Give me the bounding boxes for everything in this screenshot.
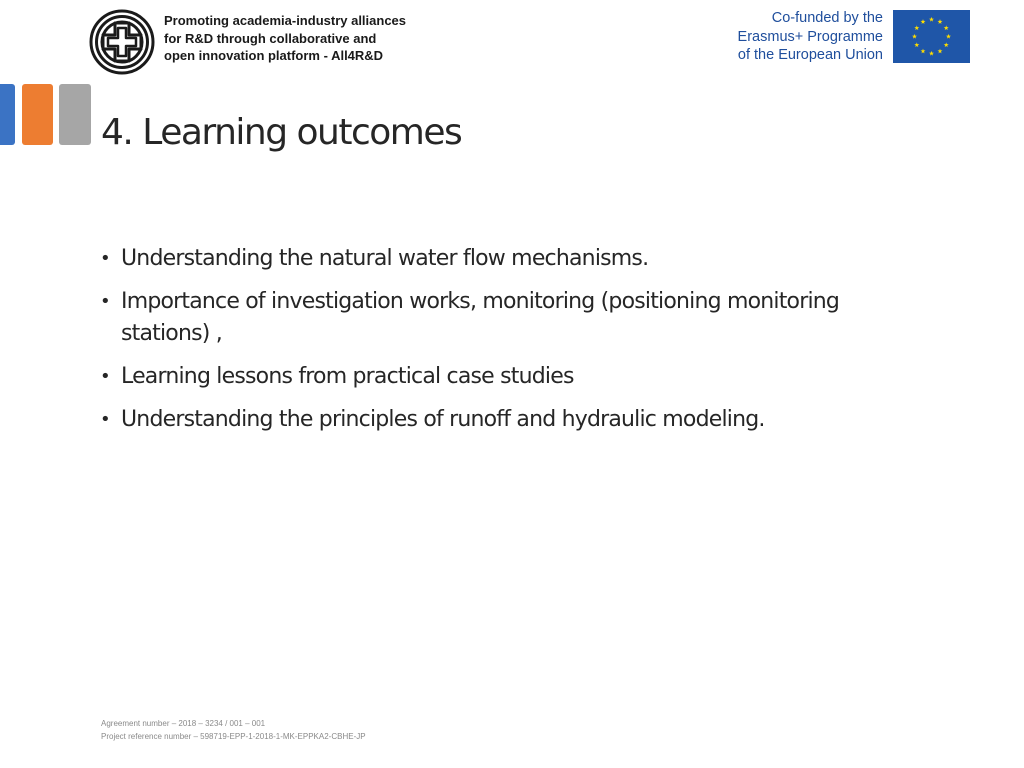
bullet-text: Learning lessons from practical case studies xyxy=(121,364,574,389)
project-line-2: for R&D through collaborative and xyxy=(164,30,377,46)
bullet-dot-icon: • xyxy=(100,248,110,269)
bullet-item xyxy=(100,286,900,350)
project-reference-number: Project reference number – 598719-EPP-1-2018-1-MK-EPPKA2-CBHE-JP xyxy=(101,732,366,741)
decorative-bar-orange xyxy=(22,84,53,145)
bullet-dot-icon: • xyxy=(100,291,110,312)
eu-line-2: Erasmus+ Programme xyxy=(737,28,883,45)
bullet-item xyxy=(100,361,900,393)
decorative-bar-blue xyxy=(0,84,15,145)
project-line-1: Promoting academia-industry alliances xyxy=(164,13,407,28)
eu-funding-text xyxy=(738,9,883,65)
concentric-cross-logo-icon xyxy=(89,9,155,75)
bullet-list xyxy=(100,243,900,447)
project-name xyxy=(164,12,406,65)
slide-title: 4. Learning outcomes xyxy=(101,112,462,153)
bullet-dot-icon: • xyxy=(100,409,110,430)
bullet-text: Importance of investigation works, monitoring (positioning monitoring stations) , xyxy=(121,289,840,346)
eu-line-3: of the European Union xyxy=(737,47,883,63)
agreement-number: Agreement number – 2018 – 3234 / 001 – 001 xyxy=(101,719,266,728)
eu-flag-icon xyxy=(893,10,970,63)
bullet-item xyxy=(100,404,900,436)
bullet-item xyxy=(100,243,900,275)
decorative-bar-gray xyxy=(59,84,91,145)
project-line-3: open innovation platform - All4R&D xyxy=(164,48,384,63)
footer xyxy=(101,717,366,743)
bullet-text: Understanding the principles of runoff and hydraulic modeling. xyxy=(121,407,765,432)
eu-line-1: Co-funded by the xyxy=(771,10,883,26)
bullet-text: Understanding the natural water flow mechanisms. xyxy=(121,246,649,271)
bullet-dot-icon: • xyxy=(100,366,110,387)
